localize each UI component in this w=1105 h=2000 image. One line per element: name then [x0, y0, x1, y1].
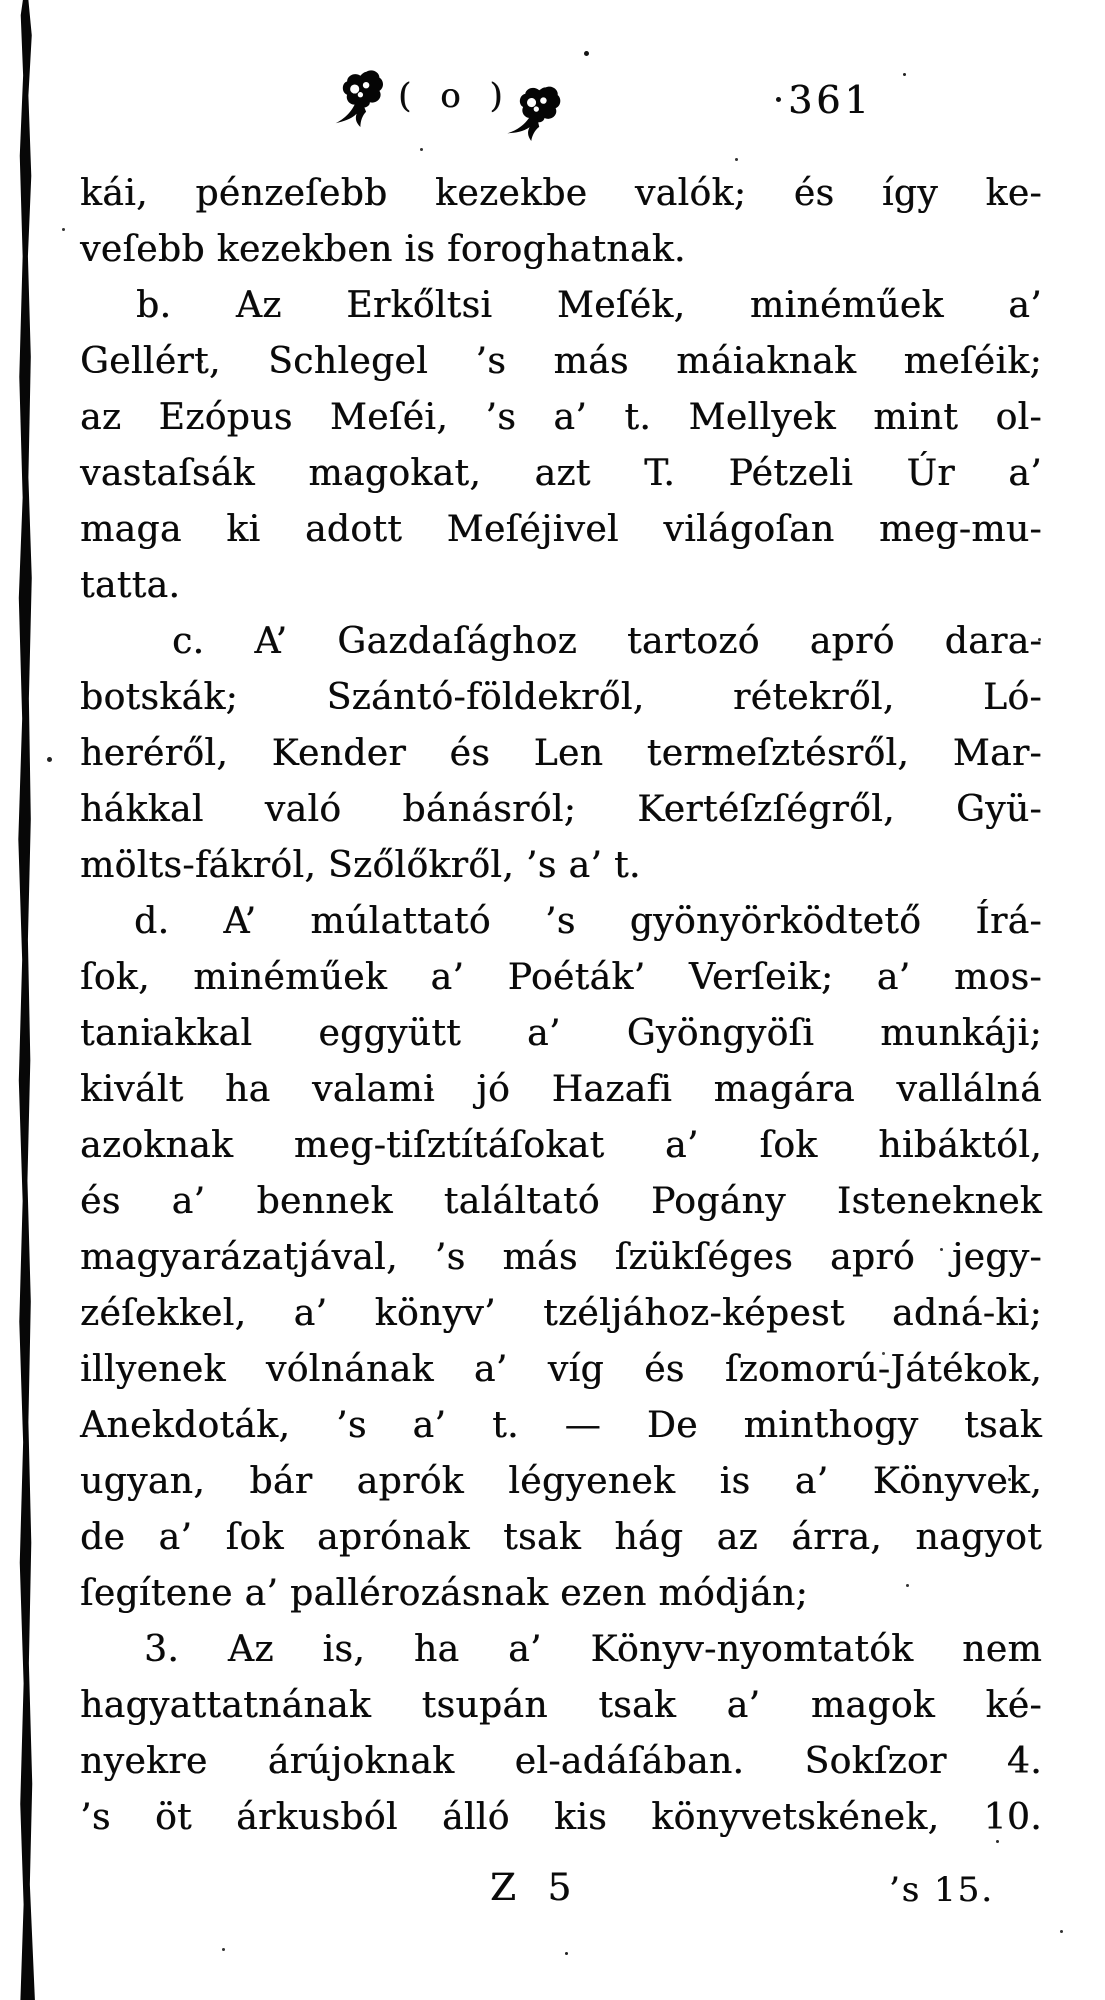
binding-shadow: [14, 0, 38, 2000]
text-line: taniakkal eggyütt a’ Gyöngyöſi munkáji;: [80, 1013, 1042, 1054]
text-line: Gellért, Schlegel ’s más máiaknak meſéik;: [80, 341, 1042, 382]
text-line: tatta.: [80, 565, 181, 606]
text-line: hákkal való bánásról; Kertéſzſégről, Gyü-: [80, 789, 1042, 830]
page-number: 361: [788, 78, 873, 122]
text-line: Anekdoták, ’s a’ t. — De minthogy tsak: [80, 1405, 1042, 1446]
text-line: de a’ ſok aprónak tsak hág az árra, nagyot: [80, 1517, 1042, 1558]
text-line: mölts-fákról, Szőlőkről, ’s a’ t.: [80, 845, 641, 886]
text-line: ugyan, bár aprók légyenek is a’ Könyvek,: [80, 1461, 1042, 1502]
text-line: ſok, minéműek a’ Poéták’ Verſeik; a’ mos-: [80, 957, 1042, 998]
body-text: [80, 166, 1042, 1846]
text-line: botskák; Szántó-földekről, rétekről, Ló-: [80, 677, 1042, 718]
text-line: és a’ bennek találtató Pogány Isteneknek: [80, 1181, 1042, 1222]
text-line: vastaſsák magokat, azt T. Pétzeli Úr a’: [80, 453, 1042, 494]
header-center-mark: ( o ): [398, 76, 512, 116]
text-line: zéſekkel, a’ könyv’ tzéljához-képest adná-ki;: [80, 1293, 1042, 1334]
text-line: az Ezópus Meſéi, ’s a’ t. Mellyek mint ol-: [80, 397, 1042, 438]
text-line: illyenek vólnának a’ víg és ſzomorú-Játékok,: [80, 1349, 1042, 1390]
text-line: ſegítene a’ pallérozásnak ezen módján;: [80, 1573, 808, 1614]
fleuron-left-icon: [330, 68, 387, 133]
catchword: ’s 15.: [888, 1870, 994, 1910]
page-footer: [80, 1866, 1042, 1922]
signature-mark: Z 5: [490, 1866, 582, 1909]
text-line: veſebb kezekben is foroghatnak.: [80, 229, 686, 270]
text-line: b. Az Erkőltsi Meſék, minéműek a’: [136, 285, 1042, 326]
text-line: ’s öt árkusból álló kis könyvetskének, 10.: [80, 1797, 1042, 1838]
text-line: hagyattatnának tsupán tsak a’ magok ké-: [80, 1685, 1042, 1726]
text-line: c. A’ Gazdaſághoz tartozó apró dara-: [172, 621, 1042, 662]
text-line: d. A’ múlattató ’s gyönyörködtető Írá-: [134, 901, 1042, 942]
text-line: azoknak meg-tiſztítáſokat a’ ſok hibáktól,: [80, 1125, 1042, 1166]
text-line: magyarázatjával, ’s más ſzükſéges apró jegy-: [80, 1237, 1042, 1278]
page-header: [0, 60, 1105, 150]
text-line: 3. Az is, ha a’ Könyv-nyomtatók nem: [144, 1629, 1042, 1670]
text-line: heréről, Kender és Len termeſztésről, Mar-: [80, 733, 1042, 774]
text-line: maga ki adott Meſéjivel világoſan meg-mu-: [80, 509, 1042, 550]
fleuron-right-icon: [500, 78, 566, 151]
text-line: nyekre árújoknak el-adáſában. Sokſzor 4.: [80, 1741, 1042, 1782]
text-line: kái, pénzeſebb kezekbe valók; és így ke-: [80, 173, 1042, 214]
text-line: kivált ha valami jó Hazafi magára vallálná: [80, 1069, 1042, 1110]
